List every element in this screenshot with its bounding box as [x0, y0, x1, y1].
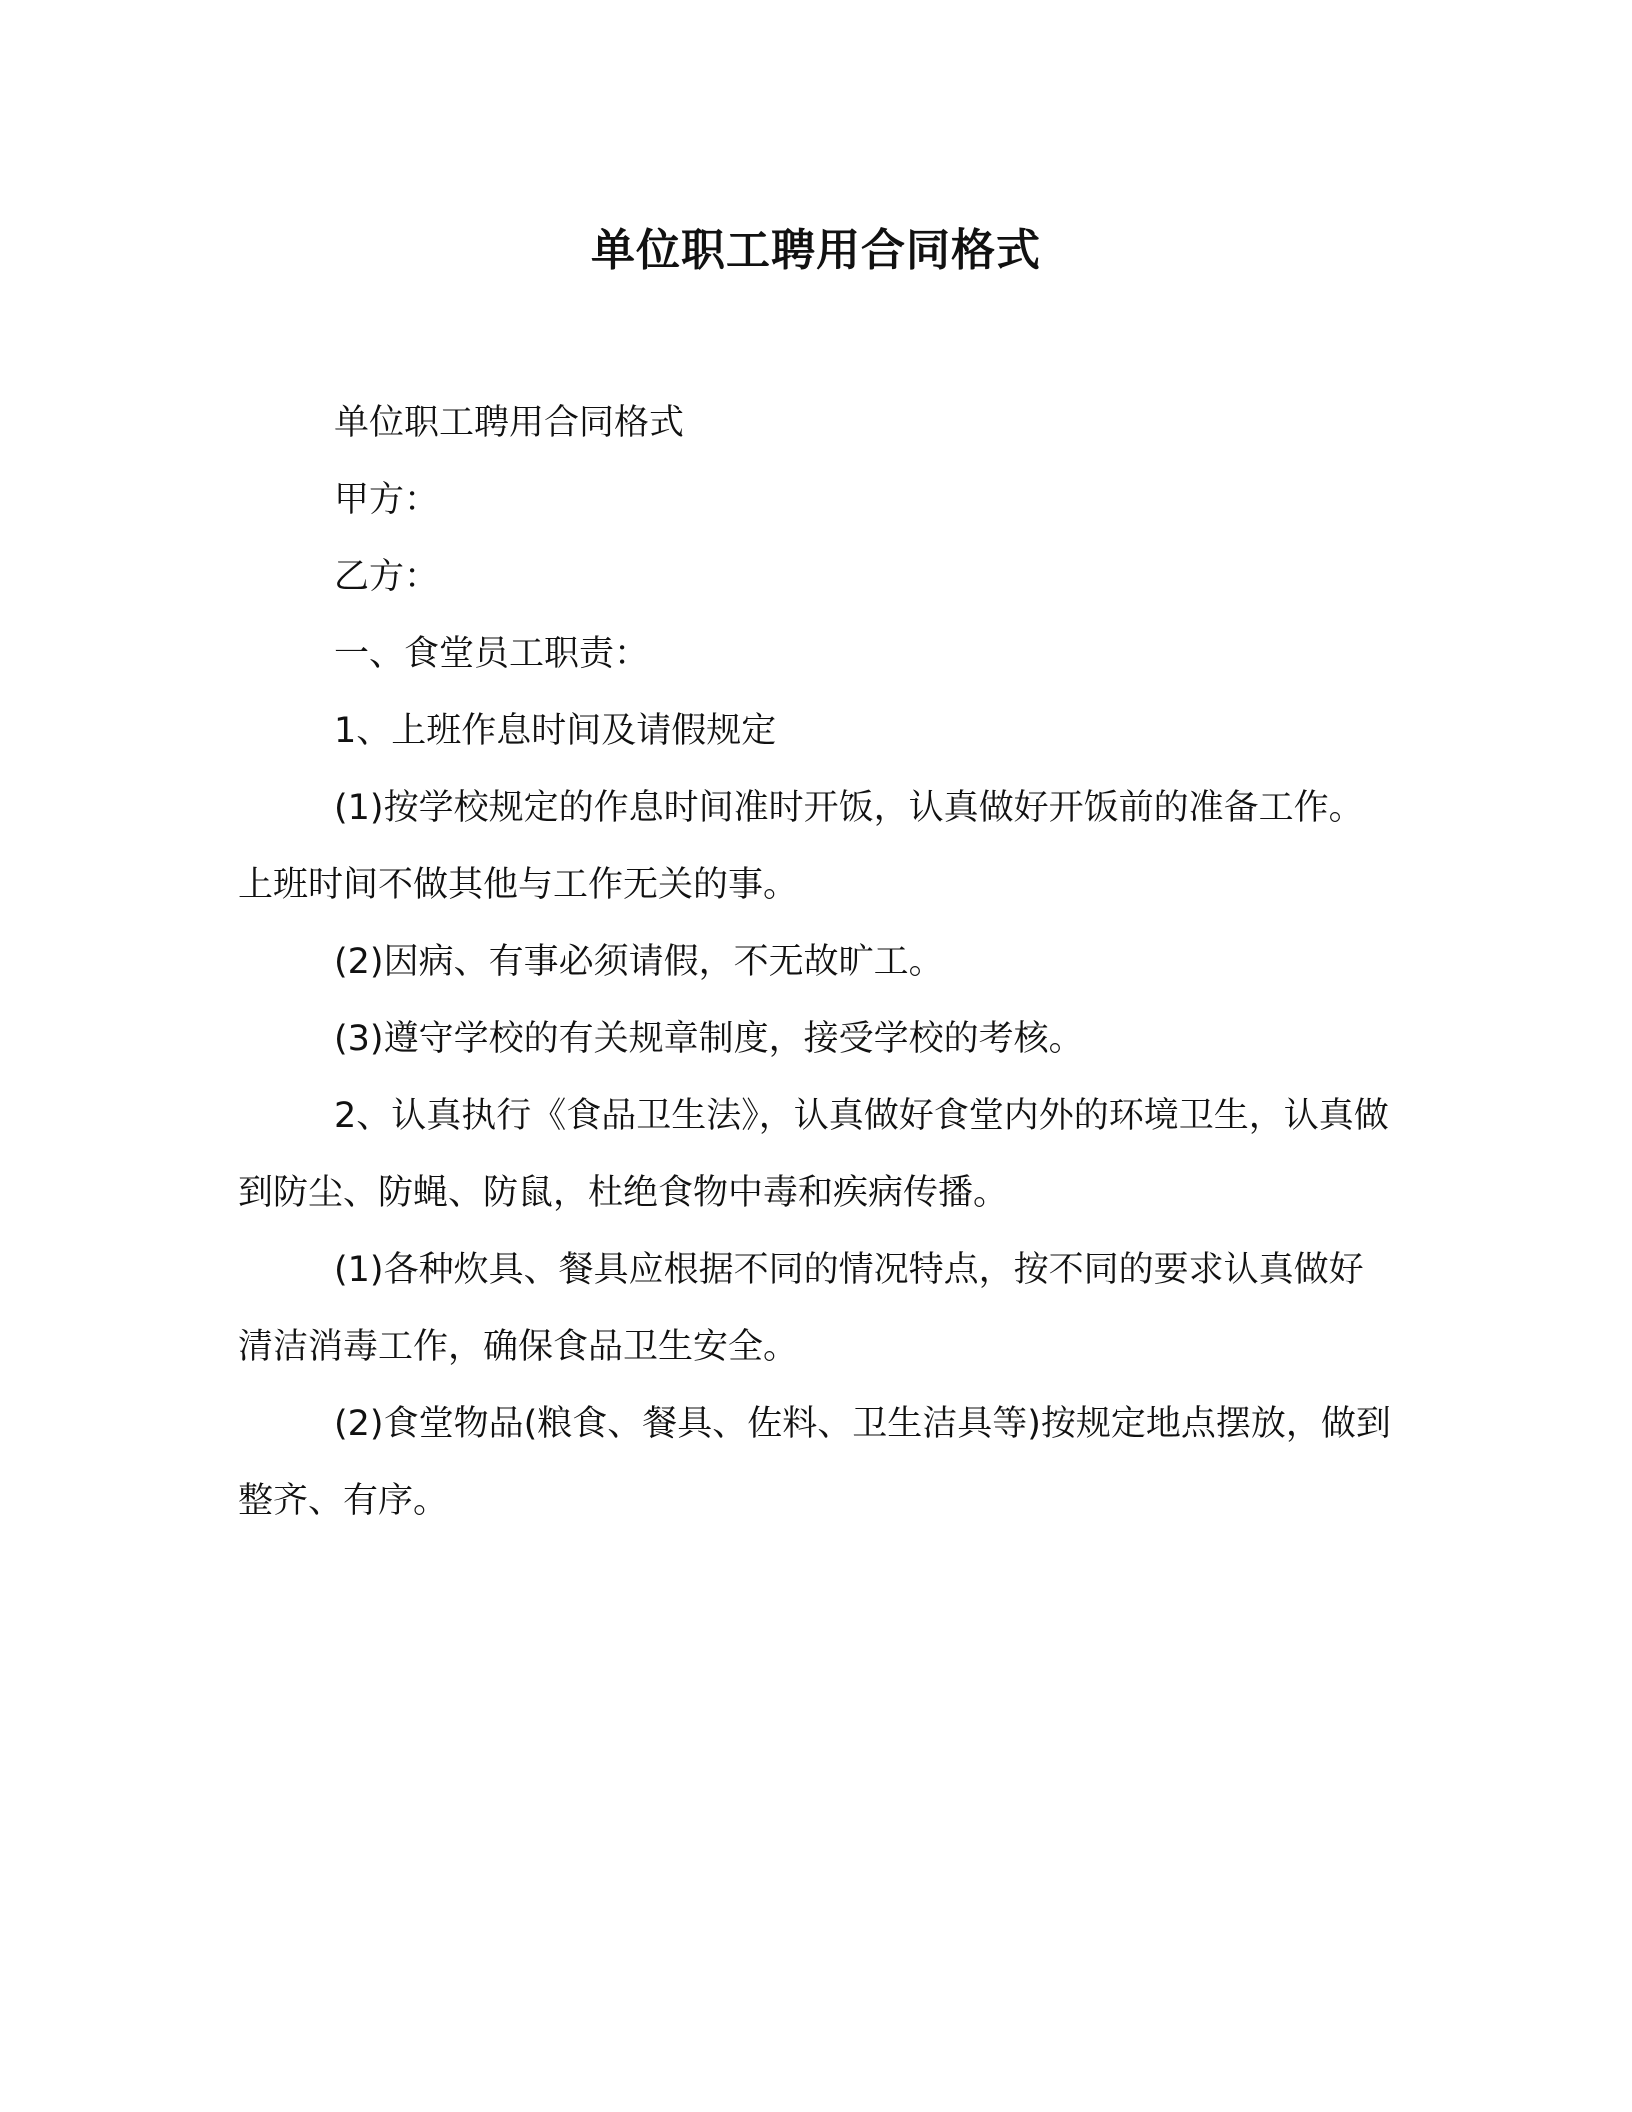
paragraph-item-1-1: (1)按学校规定的作息时间准时开饭，认真做好开饭前的准备工作。上班时间不做其他与工作无关的事。 — [238, 788, 1364, 905]
paragraph-item-2: 2、认真执行《食品卫生法》，认真做好食堂内外的环境卫生，认真做到防尘、防蝇、防鼠，杜绝食物中毒和疾病传播。 — [238, 1096, 1389, 1213]
paragraph-section-1: 一、食堂员工职责： — [334, 634, 650, 674]
paragraph-item-1-3: (3)遵守学校的有关规章制度，接受学校的考核。 — [334, 1019, 1084, 1059]
paragraph-item-2-1: (1)各种炊具、餐具应根据不同的情况特点，按不同的要求认真做好清洁消毒工作，确保食品卫生安全。 — [238, 1250, 1364, 1367]
paragraph-heading: 单位职工聘用合同格式 — [334, 403, 685, 443]
paragraph-item-2-2: (2)食堂物品(粮食、餐具、佐料、卫生洁具等)按规定地点摆放，做到整齐、有序。 — [238, 1404, 1391, 1521]
paragraph-item-1: 1、上班作息时间及请假规定 — [334, 711, 777, 751]
document-body — [238, 385, 1398, 1540]
document-title: 单位职工聘用合同格式 — [591, 225, 1041, 276]
paragraph-party-b: 乙方： — [334, 557, 440, 597]
paragraph-party-a: 甲方： — [334, 480, 440, 520]
paragraph-item-1-2: (2)因病、有事必须请假，不无故旷工。 — [334, 942, 944, 982]
